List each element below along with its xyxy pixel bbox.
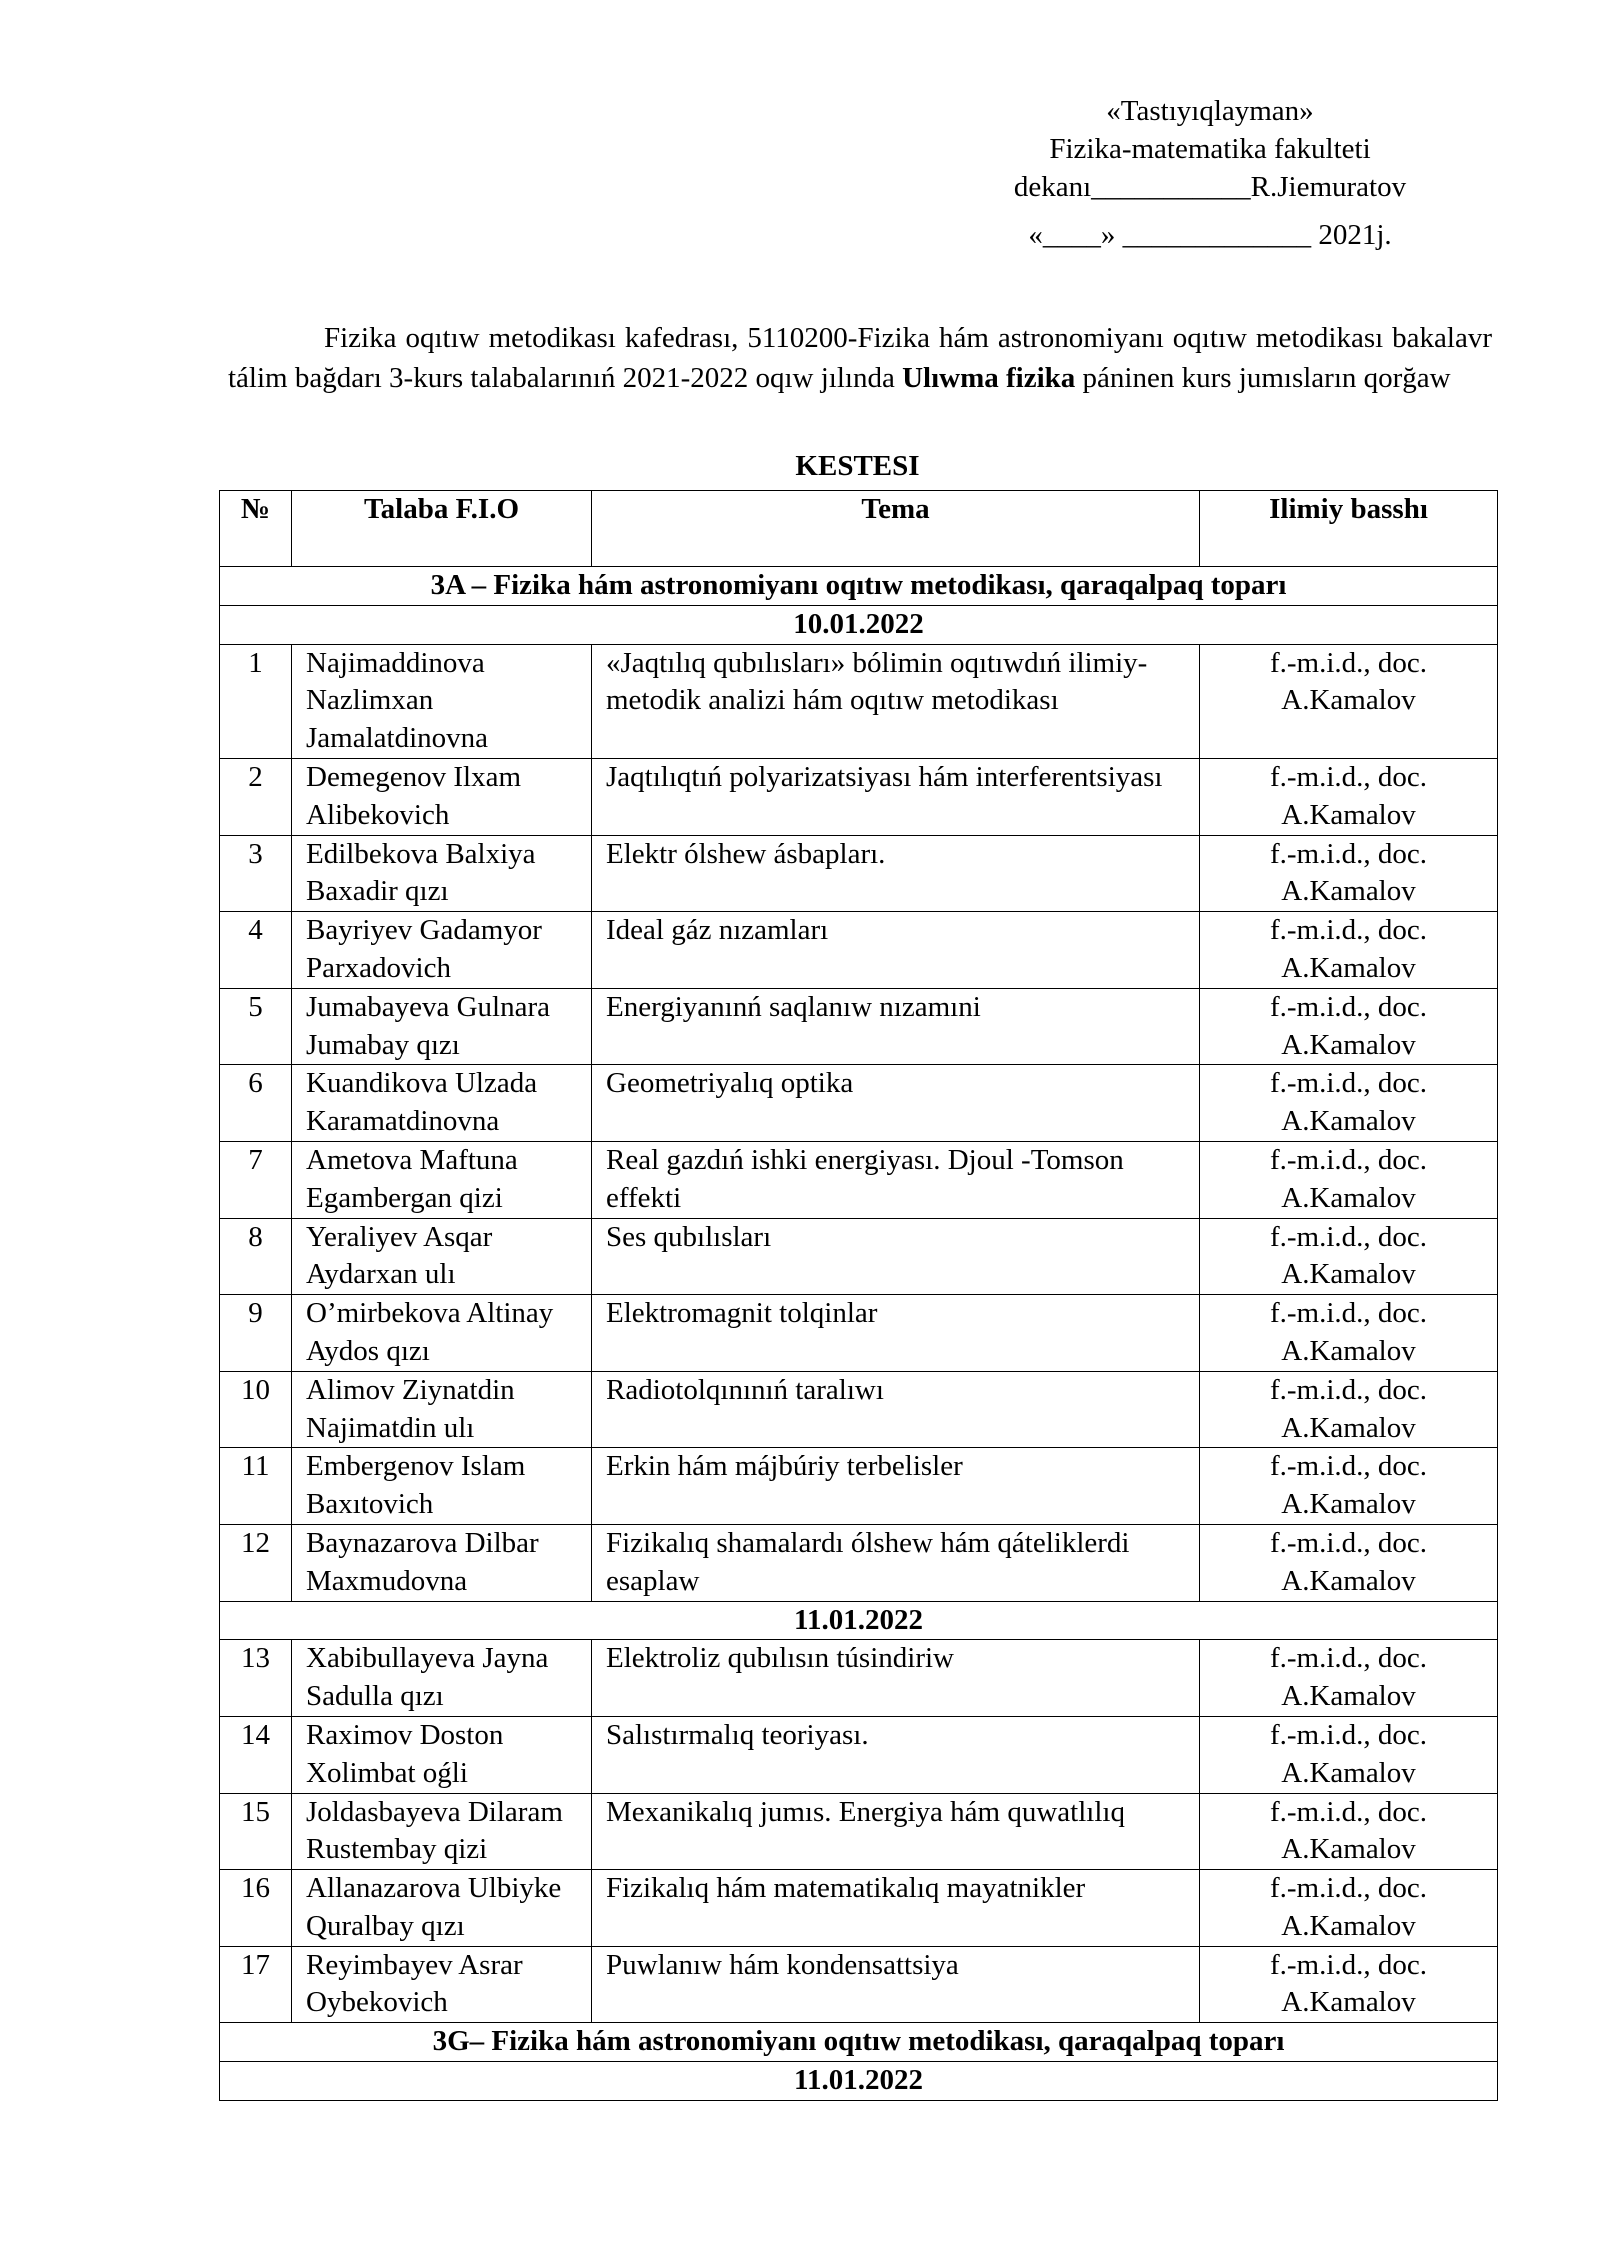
student-name: Najimaddinova Nazlimxan Jamalatdinovna <box>292 644 592 758</box>
supervisor <box>1200 1141 1498 1218</box>
table-row <box>220 1065 1498 1142</box>
student-name: Joldasbayeva Dilaram Rustembay qizi <box>292 1793 592 1870</box>
supervisor <box>1200 1793 1498 1870</box>
date-cell: 10.01.2022 <box>220 605 1498 644</box>
course-topic: Elektroliz qubılısın túsindiriw <box>592 1640 1200 1717</box>
supervisor-name: A.Kamalov <box>1281 684 1416 717</box>
group-row <box>220 567 1498 606</box>
table-row <box>220 1793 1498 1870</box>
row-number: 7 <box>220 1141 292 1218</box>
row-number: 12 <box>220 1524 292 1601</box>
supervisor-degree: f.-m.i.d., doc. <box>1269 1718 1428 1751</box>
row-number: 15 <box>220 1793 292 1870</box>
student-name: Yeraliyev Asqar Aydarxan ulı <box>292 1218 592 1295</box>
supervisor <box>1200 1870 1498 1947</box>
supervisor <box>1200 1716 1498 1793</box>
supervisor-degree: f.-m.i.d., doc. <box>1269 760 1428 793</box>
supervisor-degree: f.-m.i.d., doc. <box>1269 837 1428 870</box>
supervisor-degree: f.-m.i.d., doc. <box>1269 1143 1428 1176</box>
student-name: Xabibullayeva Jayna Sadulla qızı <box>292 1640 592 1717</box>
table-row <box>220 644 1498 758</box>
course-topic: Puwlanıw hám kondensattsiya <box>592 1946 1200 2023</box>
row-number: 11 <box>220 1448 292 1525</box>
supervisor-degree: f.-m.i.d., doc. <box>1269 1373 1428 1406</box>
supervisor-name: A.Kamalov <box>1281 875 1416 908</box>
student-name: Baynazarova Dilbar Maxmudovna <box>292 1524 592 1601</box>
table-row <box>220 1218 1498 1295</box>
table-row <box>220 1295 1498 1372</box>
student-name: Embergenov Islam Baxıtovich <box>292 1448 592 1525</box>
row-number: 6 <box>220 1065 292 1142</box>
supervisor <box>1200 1371 1498 1448</box>
supervisor-name: A.Kamalov <box>1281 1986 1416 2019</box>
supervisor <box>1200 1524 1498 1601</box>
row-number: 16 <box>220 1870 292 1947</box>
approval-faculty: Fizika-matematika fakulteti <box>1049 133 1371 165</box>
course-topic: Real gazdıń ishki energiyası. Djoul -Tomson effekti <box>592 1141 1200 1218</box>
table-row <box>220 1448 1498 1525</box>
supervisor-name: A.Kamalov <box>1281 1334 1416 1367</box>
student-name: Edilbekova Balxiya Baxadir qızı <box>292 835 592 912</box>
supervisor-degree: f.-m.i.d., doc. <box>1269 1450 1428 1483</box>
supervisor <box>1200 1448 1498 1525</box>
row-number: 3 <box>220 835 292 912</box>
supervisor-name: A.Kamalov <box>1281 1105 1416 1138</box>
supervisor-degree: f.-m.i.d., doc. <box>1269 1067 1428 1100</box>
date-cell: 11.01.2022 <box>220 1601 1498 1640</box>
student-name: Reyimbayev Asrar Oybekovich <box>292 1946 592 2023</box>
student-name: Jumabayeva Gulnara Jumabay qızı <box>292 988 592 1065</box>
supervisor-name: A.Kamalov <box>1281 1411 1416 1444</box>
course-topic: Fizikalıq shamalardı ólshew hám qáteliklerdi esaplaw <box>592 1524 1200 1601</box>
group-title: 3G– Fizika hám astronomiyanı oqıtıw metodikası, qaraqalpaq toparı <box>220 2023 1498 2062</box>
supervisor-name: A.Kamalov <box>1281 1756 1416 1789</box>
table-row <box>220 1371 1498 1448</box>
date-row <box>220 2062 1498 2101</box>
supervisor-name: A.Kamalov <box>1281 951 1416 984</box>
course-topic: Erkin hám májbúriy terbelisler <box>592 1448 1200 1525</box>
supervisor-degree: f.-m.i.d., doc. <box>1269 646 1428 679</box>
supervisor-degree: f.-m.i.d., doc. <box>1269 1526 1428 1559</box>
intro-paragraph <box>228 318 1492 398</box>
group-title: 3A – Fizika hám astronomiyanı oqıtıw metodikası, qaraqalpaq toparı <box>220 567 1498 606</box>
student-name: O’mirbekova Altinay Aydos qızı <box>292 1295 592 1372</box>
row-number: 4 <box>220 912 292 989</box>
course-topic: Geometriyalıq optika <box>592 1065 1200 1142</box>
table-row <box>220 758 1498 835</box>
date-row <box>220 605 1498 644</box>
supervisor-name: A.Kamalov <box>1281 1833 1416 1866</box>
intro-subject: Ulıwma fizika <box>902 362 1076 394</box>
row-number: 2 <box>220 758 292 835</box>
student-name: Kuandikova Ulzada Karamatdinovna <box>292 1065 592 1142</box>
supervisor-degree: f.-m.i.d., doc. <box>1269 1297 1428 1330</box>
supervisor-name: A.Kamalov <box>1281 798 1416 831</box>
table-row <box>220 1141 1498 1218</box>
supervisor <box>1200 644 1498 758</box>
row-number: 13 <box>220 1640 292 1717</box>
supervisor-name: A.Kamalov <box>1281 1488 1416 1521</box>
header-topic: Tema <box>592 491 1200 567</box>
supervisor-name: A.Kamalov <box>1281 1181 1416 1214</box>
supervisor-degree: f.-m.i.d., doc. <box>1269 1872 1428 1905</box>
student-name: Bayriyev Gadamyor Parxadovich <box>292 912 592 989</box>
supervisor <box>1200 1295 1498 1372</box>
table-row <box>220 1640 1498 1717</box>
course-topic: Elektr ólshew ásbapları. <box>592 835 1200 912</box>
student-name: Alimov Ziynatdin Najimatdin ulı <box>292 1371 592 1448</box>
supervisor-name: A.Kamalov <box>1281 1680 1416 1713</box>
header-number: № <box>220 491 292 567</box>
supervisor-degree: f.-m.i.d., doc. <box>1269 990 1428 1023</box>
student-name: Raximov Doston Xolimbat oǵli <box>292 1716 592 1793</box>
supervisor-name: A.Kamalov <box>1281 1258 1416 1291</box>
row-number: 8 <box>220 1218 292 1295</box>
row-number: 5 <box>220 988 292 1065</box>
supervisor <box>1200 912 1498 989</box>
document-heading: KESTESI <box>795 450 920 482</box>
table-row <box>220 835 1498 912</box>
supervisor-degree: f.-m.i.d., doc. <box>1269 1948 1428 1981</box>
table-row <box>220 1946 1498 2023</box>
course-topic: «Jaqtılıq qubılısları» bólimin oqıtıwdıń ilimiy-metodik analizi hám oqıtıw metodikası <box>592 644 1200 758</box>
supervisor <box>1200 988 1498 1065</box>
supervisor <box>1200 758 1498 835</box>
course-topic: Salıstırmalıq teoriyası. <box>592 1716 1200 1793</box>
course-topic: Energiyanınń saqlanıw nızamıni <box>592 988 1200 1065</box>
course-topic: Ses qubılısları <box>592 1218 1200 1295</box>
table-row <box>220 988 1498 1065</box>
course-topic: Jaqtılıqtıń polyarizatsiyası hám interferentsiyası <box>592 758 1200 835</box>
course-topic: Elektromagnit tolqinlar <box>592 1295 1200 1372</box>
student-name: Ametova Maftuna Egambergan qizi <box>292 1141 592 1218</box>
intro-tail: páninen kurs jumısların qorğaw <box>1075 362 1451 394</box>
group-row <box>220 2023 1498 2062</box>
approval-date: «____» _____________ 2021j. <box>1028 219 1392 251</box>
course-topic: Ideal gáz nızamları <box>592 912 1200 989</box>
schedule-table <box>219 490 1498 2101</box>
supervisor-degree: f.-m.i.d., doc. <box>1269 1642 1428 1675</box>
approval-title: «Tastıyıqlayman» <box>1106 95 1314 127</box>
table-row <box>220 1716 1498 1793</box>
row-number: 10 <box>220 1371 292 1448</box>
supervisor <box>1200 835 1498 912</box>
supervisor-degree: f.-m.i.d., doc. <box>1269 1795 1428 1828</box>
table-row <box>220 1524 1498 1601</box>
header-student-name: Talaba F.I.O <box>292 491 592 567</box>
student-name: Demegenov Ilxam Alibekovich <box>292 758 592 835</box>
date-cell: 11.01.2022 <box>220 2062 1498 2101</box>
date-row <box>220 1601 1498 1640</box>
row-number: 14 <box>220 1716 292 1793</box>
supervisor-degree: f.-m.i.d., doc. <box>1269 1220 1428 1253</box>
supervisor <box>1200 1065 1498 1142</box>
course-topic: Mexanikalıq jumıs. Energiya hám quwatlılıq <box>592 1793 1200 1870</box>
supervisor <box>1200 1640 1498 1717</box>
table-row <box>220 1870 1498 1947</box>
row-number: 9 <box>220 1295 292 1372</box>
header-supervisor: Ilimiy basshı <box>1200 491 1498 567</box>
approval-block <box>960 92 1460 254</box>
supervisor-name: A.Kamalov <box>1281 1028 1416 1061</box>
table-header-row <box>220 491 1498 567</box>
table-row <box>220 912 1498 989</box>
supervisor <box>1200 1946 1498 2023</box>
course-topic: Radiotolqınınıń taralıwı <box>592 1371 1200 1448</box>
student-name: Allanazarova Ulbiyke Quralbay qızı <box>292 1870 592 1947</box>
row-number: 17 <box>220 1946 292 2023</box>
row-number: 1 <box>220 644 292 758</box>
supervisor-name: A.Kamalov <box>1281 1564 1416 1597</box>
intro-text: Fizika oqıtıw metodikası kafedrası, 5110200-Fizika hám astronomiyanı oqıtıw metodikası bakalavr tálim bağdarı 3-kurs talabalarınıń 2021-2022 oqıw jılında <box>228 322 1492 394</box>
supervisor-name: A.Kamalov <box>1281 1909 1416 1942</box>
approval-dean: dekanı___________R.Jiemuratov <box>1013 171 1407 203</box>
supervisor <box>1200 1218 1498 1295</box>
course-topic: Fizikalıq hám matematikalıq mayatnikler <box>592 1870 1200 1947</box>
supervisor-degree: f.-m.i.d., doc. <box>1269 914 1428 947</box>
